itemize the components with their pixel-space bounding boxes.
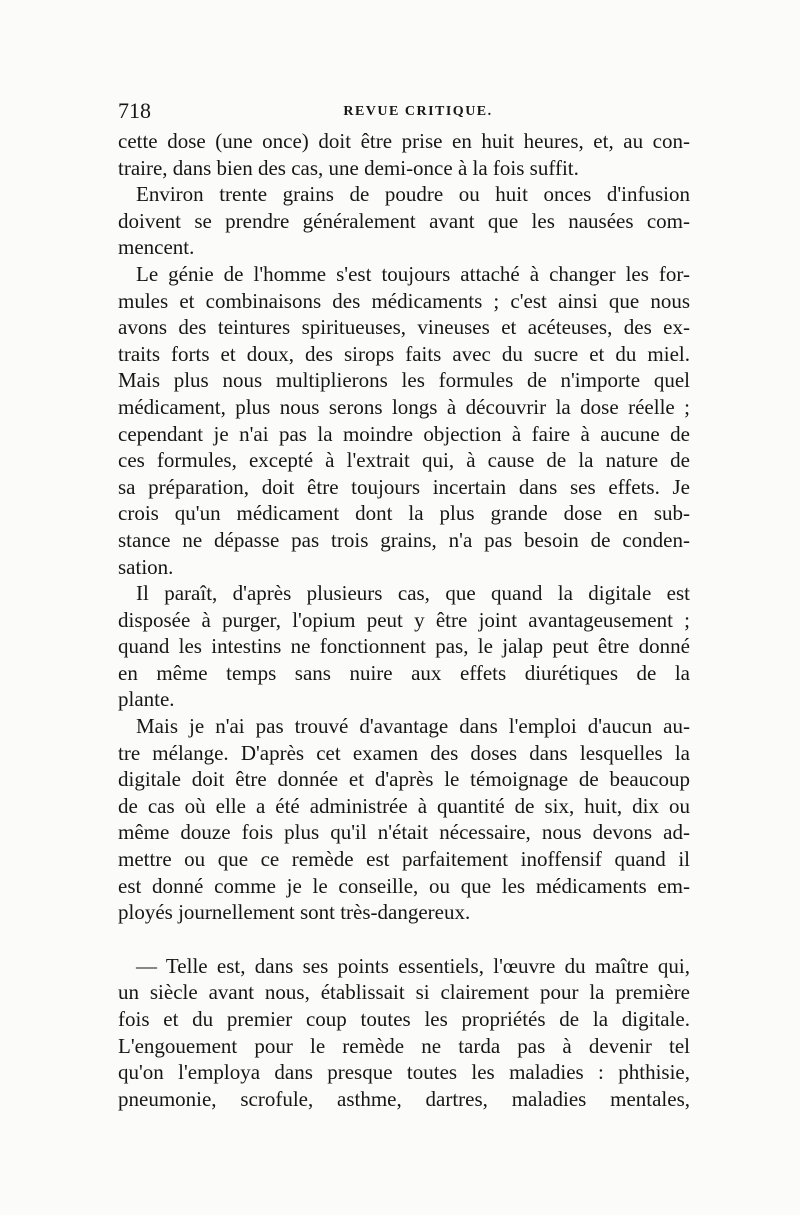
text-line: traire, dans bien des cas, une demi-once à la fois suffit. <box>118 155 579 180</box>
text-line: avons des teintures spiritueuses, vineuses et acéteuses, des ex- <box>118 315 690 340</box>
body-text <box>118 128 690 1112</box>
paragraph <box>118 953 690 1113</box>
running-title: REVUE CRITIQUE. <box>343 104 493 119</box>
text-line: L'engouement pour le remède ne tarda pas à devenir tel <box>118 1033 690 1058</box>
text-line: cependant je n'ai pas la moindre objection à faire à aucune de <box>118 421 690 446</box>
text-line: Il paraît, d'après plusieurs cas, que quand la digitale est <box>136 581 690 606</box>
page-number: 718 <box>118 98 151 123</box>
text-line: disposée à purger, l'opium peut y être joint avantageusement ; <box>118 607 690 632</box>
text-line: un siècle avant nous, établissait si clairement pour la première <box>118 980 690 1005</box>
text-line: Environ trente grains de poudre ou huit onces d'infusion <box>136 182 690 207</box>
text-line: cette dose (une once) doit être prise en huit heures, et, au con- <box>118 129 690 153</box>
text-line: digitale doit être donnée et d'après le témoignage de beaucoup <box>118 767 690 792</box>
text-line: Mais je n'ai pas trouvé d'avantage dans l'emploi d'aucun au- <box>136 714 690 739</box>
text-line: mettre ou que ce remède est parfaitement inoffensif quand il <box>118 847 690 872</box>
text-line: traits forts et doux, des sirops faits avec du sucre et du miel. <box>118 341 690 366</box>
text-line: tre mélange. D'après cet examen des doses dans lesquelles la <box>118 740 690 765</box>
paragraph <box>118 580 690 713</box>
text-line: fois et du premier coup toutes les propriétés de la digitale. <box>118 1007 690 1031</box>
text-line: ces formules, excepté à l'extrait qui, à cause de la nature de <box>118 448 690 473</box>
text-line: pneumonie, scrofule, asthme, dartres, maladies mentales, <box>118 1086 690 1111</box>
paragraph <box>118 128 690 181</box>
text-line: en même temps sans nuire aux effets diurétiques de la <box>118 660 690 685</box>
paragraph <box>118 181 690 261</box>
text-line: même douze fois plus qu'il n'était nécessaire, nous devons ad- <box>118 820 690 845</box>
text-line: de cas où elle a été administrée à quantité de six, huit, dix ou <box>118 793 690 818</box>
text-line: médicament, plus nous serons longs à découvrir la dose réelle ; <box>118 394 690 419</box>
text-line: crois qu'un médicament dont la plus grande dose en sub- <box>118 501 690 526</box>
text-line: mencent. <box>118 235 195 260</box>
paragraph <box>118 713 690 926</box>
text-line: Mais plus nous multiplierons les formules de n'importe quel <box>118 368 690 393</box>
page-header <box>118 98 690 128</box>
text-line: sation. <box>118 554 174 579</box>
text-line: est donné comme je le conseille, ou que les médicaments em- <box>118 873 690 898</box>
text-line: doivent se prendre généralement avant que les nausées com- <box>118 208 690 233</box>
text-line: — Telle est, dans ses points essentiels, l'œuvre du maître qui, <box>136 953 690 978</box>
paragraph <box>118 261 690 580</box>
text-line: Le génie de l'homme s'est toujours attaché à changer les for- <box>136 261 690 286</box>
text-line: mules et combinaisons des médicaments ; c'est ainsi que nous <box>118 288 690 313</box>
text-line: qu'on l'employa dans presque toutes les maladies : phthisie, <box>118 1060 690 1085</box>
text-line: sa préparation, doit être toujours incertain dans ses effets. Je <box>118 474 690 499</box>
text-line: plante. <box>118 687 175 712</box>
text-line: ployés journellement sont très-dangereux. <box>118 900 471 925</box>
text-line: quand les intestins ne fonctionnent pas, le jalap peut être donné <box>118 634 690 659</box>
text-line: stance ne dépasse pas trois grains, n'a pas besoin de conden- <box>118 527 690 552</box>
